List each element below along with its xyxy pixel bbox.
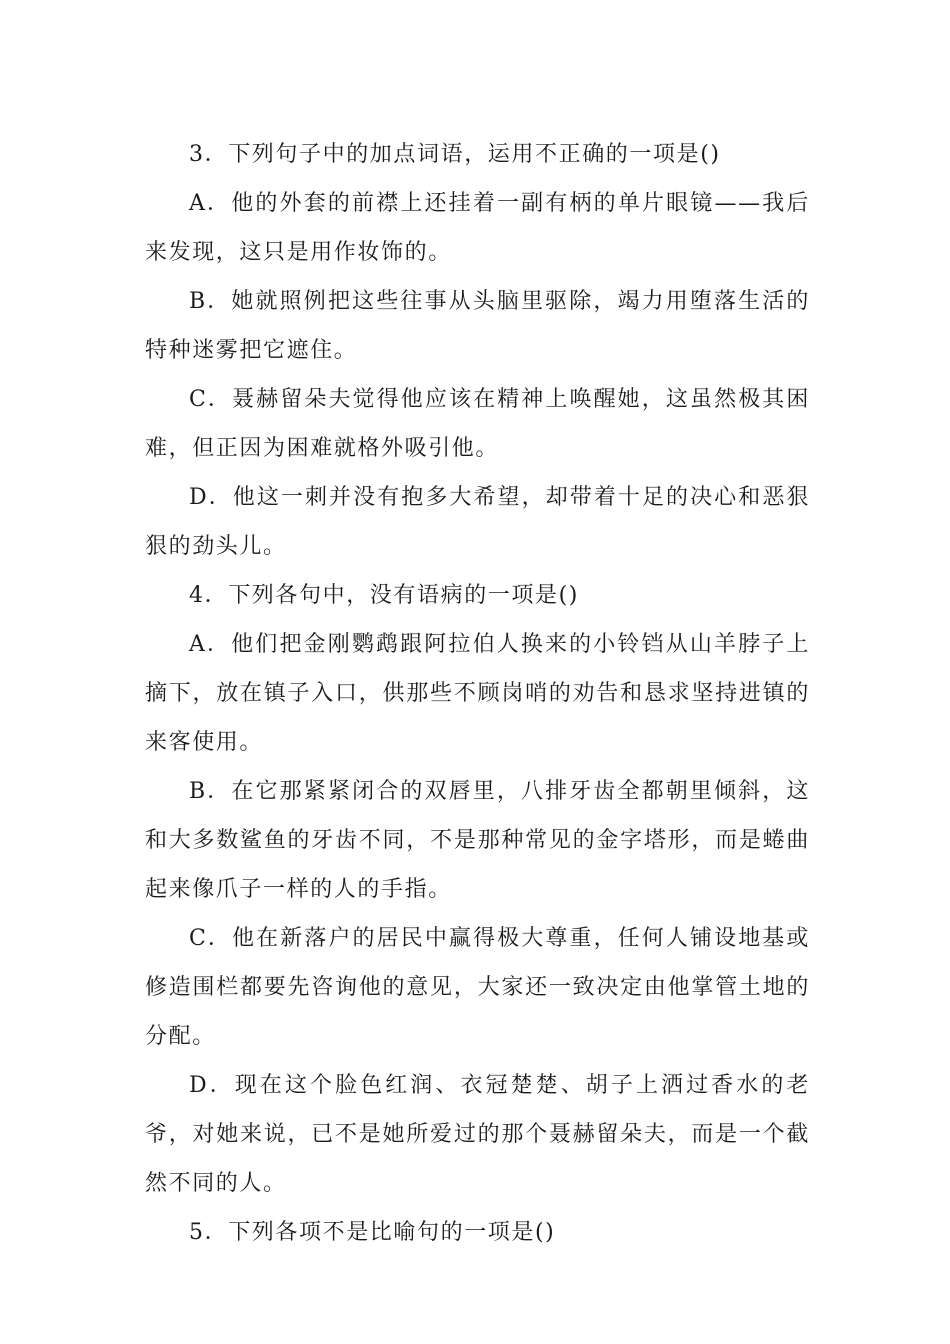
question-5-stem: 5．下列各项不是比喻句的一项是(): [189, 1220, 556, 1245]
question-3-option-d: D．他这一刺并没有抱多大希望，却带着十足的决心和恶狠狠的劲头儿。: [145, 485, 810, 559]
question-4-option-c: C．他在新落户的居民中赢得极大尊重，任何人铺设地基或修造围栏都要先咨询他的意见，大家还一致决定由他掌管土地的分配。: [145, 926, 810, 1049]
question-3-option-b: B．她就照例把这些往事从头脑里驱除，竭力用堕落生活的特种迷雾把它遮住。: [145, 289, 810, 363]
question-4-option-b: B．在它那紧紧闭合的双唇里，八排牙齿全都朝里倾斜，这和大多数鲨鱼的牙齿不同，不是那种常见的金字塔形，而是蜷曲起来像爪子一样的人的手指。: [145, 779, 810, 902]
question-3-option-c: C．聂赫留朵夫觉得他应该在精神上唤醒她，这虽然极其困难，但正因为困难就格外吸引他。: [145, 387, 810, 461]
document-body: [145, 130, 810, 1257]
question-4-option-a: A．他们把金刚鹦鹉跟阿拉伯人换来的小铃铛从山羊脖子上摘下，放在镇子入口，供那些不顾岗哨的劝告和恳求坚持进镇的来客使用。: [145, 632, 810, 755]
question-4-stem: 4．下列各句中，没有语病的一项是(): [189, 583, 579, 608]
question-3-option-a: A．他的外套的前襟上还挂着一副有柄的单片眼镜——我后来发现，这只是用作妆饰的。: [145, 191, 810, 265]
question-3-stem: 3．下列句子中的加点词语，运用不正确的一项是(): [189, 142, 721, 167]
question-4-option-d: D．现在这个脸色红润、衣冠楚楚、胡子上洒过香水的老爷，对她来说，已不是她所爱过的那个聂赫留朵夫，而是一个截然不同的人。: [145, 1073, 810, 1196]
